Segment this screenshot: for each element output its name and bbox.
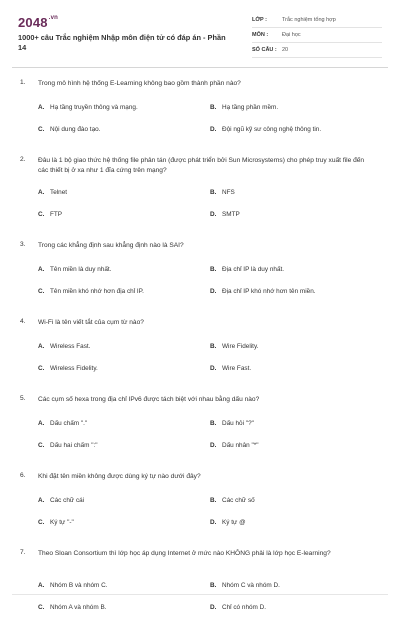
option-label: C. <box>38 519 45 526</box>
question-item <box>0 468 400 545</box>
meta-row-class <box>252 13 382 28</box>
question-text: Theo Sloan Consortium thì lớp học áp dụng Internet ở mức nào KHÔNG phải là lớp học E-learning? <box>38 550 331 557</box>
option-label: C. <box>38 211 45 218</box>
option-label: B. <box>210 582 217 589</box>
option-a[interactable] <box>38 420 87 427</box>
question-list <box>0 75 400 630</box>
option-label: A. <box>38 266 45 273</box>
logo-text: 2048 <box>18 15 48 30</box>
meta-row-subject <box>252 28 382 43</box>
question-number: 3. <box>20 241 26 248</box>
question-item <box>0 545 400 630</box>
option-text: Dấu chấm "." <box>50 420 88 427</box>
option-label: C. <box>38 442 45 449</box>
option-d[interactable] <box>210 604 266 611</box>
option-label: B. <box>210 266 217 273</box>
option-label: A. <box>38 582 45 589</box>
option-c[interactable] <box>38 211 62 218</box>
option-text: Hạ tầng phần mềm. <box>222 104 279 111</box>
option-c[interactable] <box>38 442 98 449</box>
option-b[interactable] <box>210 420 254 427</box>
option-text: Đội ngũ kỹ sư công nghệ thông tin. <box>222 126 322 133</box>
option-text: Dấu hỏi "?" <box>222 420 254 427</box>
option-label: B. <box>210 104 217 111</box>
meta-row-count <box>252 43 382 58</box>
option-c[interactable] <box>38 519 74 526</box>
option-a[interactable] <box>38 104 138 111</box>
option-text: Telnet <box>50 189 68 196</box>
option-label: B. <box>210 343 217 350</box>
option-text: Nhóm C và nhóm D. <box>222 582 280 589</box>
option-text: Hạ tầng truyền thông và mạng. <box>50 104 138 111</box>
option-b[interactable] <box>210 343 258 350</box>
option-c[interactable] <box>38 288 144 295</box>
logo-tld: .vn <box>48 15 59 21</box>
question-number: 2. <box>20 156 26 163</box>
question-text: Các cụm số hexa trong địa chỉ IPv6 được tách biệt với nhau bằng dấu nào? <box>38 396 260 403</box>
option-text: Dấu nhân "*" <box>222 442 259 449</box>
option-text: Tên miền khó nhớ hơn địa chỉ IP. <box>50 288 144 295</box>
meta-key: MÔN : <box>252 32 269 38</box>
question-item <box>0 152 400 237</box>
meta-key: SỐ CÂU : <box>252 47 277 53</box>
option-label: B. <box>210 497 217 504</box>
option-text: Địa chỉ IP khó nhớ hơn tên miền. <box>222 288 316 295</box>
question-number: 1. <box>20 79 26 86</box>
header-divider <box>12 67 388 68</box>
option-text: Ký tự @ <box>222 519 246 526</box>
option-label: A. <box>38 104 45 111</box>
option-d[interactable] <box>210 126 321 133</box>
option-label: D. <box>210 604 217 611</box>
option-a[interactable] <box>38 497 84 504</box>
question-text: Trong mô hình hệ thống E-Learning không bao gồm thành phần nào? <box>38 80 241 87</box>
option-label: D. <box>210 365 217 372</box>
meta-value: Trắc nghiệm tổng hợp <box>282 17 336 23</box>
option-label: B. <box>210 189 217 196</box>
question-item <box>0 237 400 314</box>
option-d[interactable] <box>210 442 259 449</box>
option-text: Tên miền là duy nhất. <box>50 266 112 273</box>
option-label: A. <box>38 343 45 350</box>
option-label: D. <box>210 288 217 295</box>
question-number: 7. <box>20 549 26 556</box>
meta-info <box>252 13 382 58</box>
option-text: SMTP <box>222 211 240 218</box>
option-text: Wireless Fidelity. <box>50 365 98 372</box>
option-label: C. <box>38 288 45 295</box>
question-item <box>0 314 400 391</box>
option-label: D. <box>210 126 217 133</box>
option-text: Địa chỉ IP là duy nhất. <box>222 266 285 273</box>
option-label: A. <box>38 420 45 427</box>
meta-key: LỚP : <box>252 17 267 23</box>
site-logo[interactable] <box>18 15 58 30</box>
option-text: Nhóm A và nhóm B. <box>50 604 107 611</box>
option-a[interactable] <box>38 266 111 273</box>
option-d[interactable] <box>210 211 240 218</box>
option-label: A. <box>38 497 45 504</box>
option-b[interactable] <box>210 582 280 589</box>
option-text: Nội dung đào tạo. <box>50 126 101 133</box>
option-b[interactable] <box>210 497 255 504</box>
option-c[interactable] <box>38 126 100 133</box>
option-b[interactable] <box>210 189 235 196</box>
option-text: Các chữ cái <box>50 497 85 504</box>
question-text: Khi đặt tên miền không được dùng ký tự nào dưới đây? <box>38 473 201 480</box>
bottom-divider <box>12 594 388 595</box>
option-d[interactable] <box>210 365 251 372</box>
option-a[interactable] <box>38 582 108 589</box>
option-c[interactable] <box>38 604 106 611</box>
option-text: Nhóm B và nhóm C. <box>50 582 108 589</box>
question-text: Trong các khẳng định sau khẳng định nào là SAI? <box>38 242 184 249</box>
option-text: Dấu hai chấm ":" <box>50 442 98 449</box>
option-a[interactable] <box>38 189 67 196</box>
option-label: D. <box>210 211 217 218</box>
option-text: NFS <box>222 189 235 196</box>
option-text: Wireless Fast. <box>50 343 91 350</box>
option-label: D. <box>210 442 217 449</box>
option-label: A. <box>38 189 45 196</box>
question-text: Wi-Fi là tên viết tắt của cụm từ nào? <box>38 319 144 326</box>
option-a[interactable] <box>38 343 90 350</box>
meta-value: 20 <box>282 47 289 53</box>
option-label: B. <box>210 420 217 427</box>
page-title: 1000+ câu Trắc nghiệm Nhập môn điện tử có đáp án - Phần 14 <box>18 33 226 52</box>
option-b[interactable] <box>210 266 284 273</box>
header <box>0 0 400 64</box>
option-text: Chỉ có nhóm D. <box>222 604 267 611</box>
option-text: FTP <box>50 211 63 218</box>
option-text: Các chữ số <box>222 497 255 504</box>
option-text: Wire Fast. <box>222 365 252 372</box>
option-b[interactable] <box>210 104 278 111</box>
question-text: Đâu là 1 bộ giao thức hệ thống file phân tán (được phát triển bởi Sun Microsysterns) cho phép truy xuất file đến các thiết bị ở xa như 1 đĩa cứng trên mạng? <box>38 157 365 175</box>
option-text: Ký tự "-" <box>50 519 74 526</box>
option-label: C. <box>38 365 45 372</box>
option-c[interactable] <box>38 365 98 372</box>
option-label: D. <box>210 519 217 526</box>
question-item <box>0 391 400 468</box>
question-item <box>0 75 400 152</box>
option-text: Wire Fidelity. <box>222 343 259 350</box>
option-label: C. <box>38 126 45 133</box>
question-number: 5. <box>20 395 26 402</box>
meta-value: Đại học <box>282 32 301 38</box>
option-d[interactable] <box>210 288 316 295</box>
option-label: C. <box>38 604 45 611</box>
question-number: 4. <box>20 318 26 325</box>
question-number: 6. <box>20 472 26 479</box>
option-d[interactable] <box>210 519 246 526</box>
